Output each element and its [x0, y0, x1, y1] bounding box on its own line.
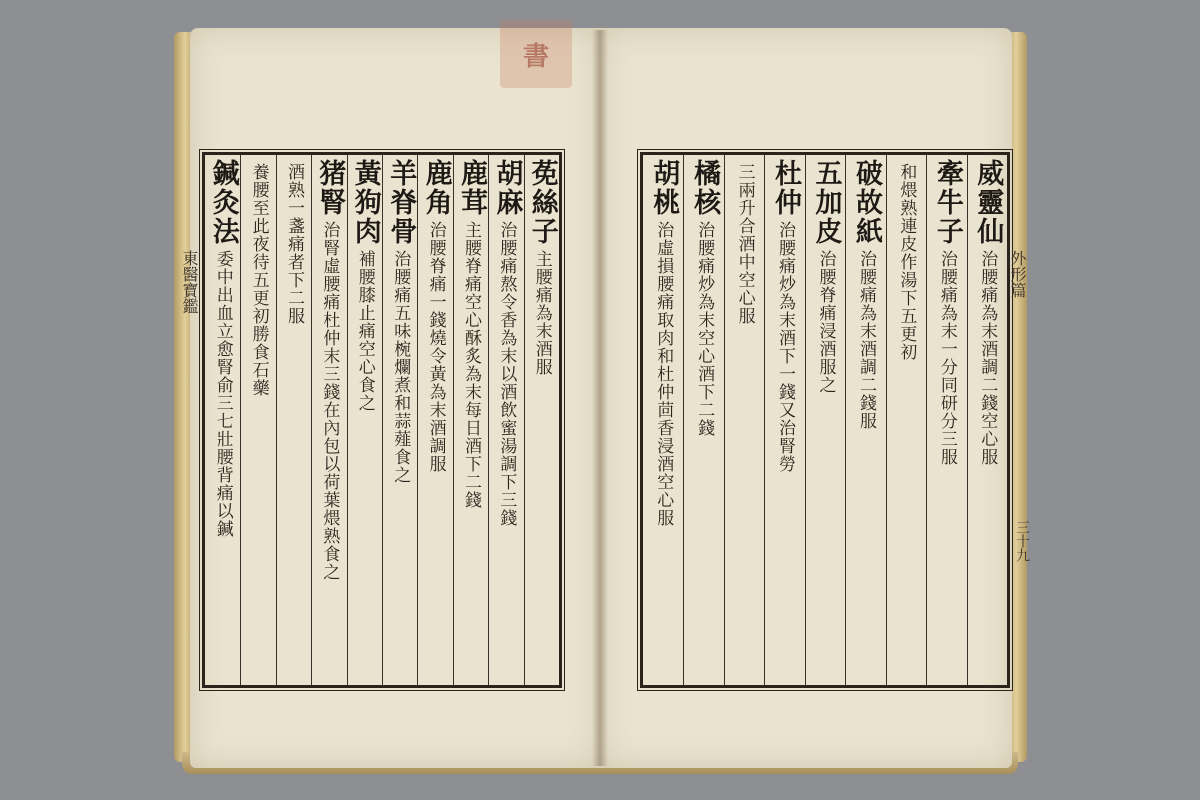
entry-text: 治虛損腰痛取肉和杜仲茴香浸酒空心服 [653, 221, 674, 527]
text-column [453, 155, 488, 685]
entry-heading: 威靈仙 [972, 159, 1004, 246]
stamp-text: 書 [522, 41, 549, 72]
entry-text: 治腰痛熬令香為末以酒飲蜜湯調下三錢 [496, 221, 517, 527]
text-column [724, 155, 764, 685]
book-gutter [592, 30, 608, 766]
fold-mark-left: 東醫寶鑑 [180, 250, 199, 314]
entry-heading: 猪腎 [314, 159, 346, 217]
entry-text: 治腰痛炒為末空心酒下二錢 [694, 221, 715, 437]
right-text-frame [640, 152, 1010, 688]
entry-heading: 鍼灸法 [207, 159, 239, 246]
entry-text: 治腎虛腰痛杜仲末三錢在內包以荷葉煨熟食之 [319, 221, 340, 581]
text-column [764, 155, 804, 685]
text-column [967, 155, 1007, 685]
left-text-frame [202, 152, 562, 688]
entry-text: 治腰痛炒為末酒下一錢又治腎勞 [775, 221, 796, 473]
text-column [643, 155, 683, 685]
entry-text: 養腰至此夜待五更初勝食石藥 [248, 163, 269, 397]
fold-mark-right: 外形篇 [1008, 250, 1027, 298]
entry-text: 酒熟一盞痛者下二服 [283, 163, 304, 325]
text-column [683, 155, 723, 685]
entry-text: 委中出血立愈腎俞三七壯腰背痛以鍼 [212, 250, 233, 538]
text-column [311, 155, 346, 685]
entry-text: 治腰痛為末一分同研分三服 [936, 250, 957, 466]
text-column [347, 155, 382, 685]
entry-heading: 杜仲 [770, 159, 802, 217]
entry-heading: 破故紙 [850, 159, 882, 246]
entry-text: 治腰脊痛一錢燒令黃為末酒調服 [425, 221, 446, 473]
text-column [845, 155, 885, 685]
text-column [886, 155, 926, 685]
entry-text: 治腰痛為末酒調二錢服 [855, 250, 876, 430]
text-column [276, 155, 311, 685]
page-number: 三十九 [1014, 520, 1030, 562]
text-column [205, 155, 240, 685]
entry-heading: 黃狗肉 [349, 159, 381, 246]
text-column [240, 155, 275, 685]
text-column [524, 155, 559, 685]
entry-heading: 鹿茸 [455, 159, 487, 217]
entry-heading: 莬絲子 [526, 159, 558, 246]
text-column [488, 155, 523, 685]
entry-text: 主腰痛為末酒服 [531, 250, 552, 376]
entry-heading: 五加皮 [810, 159, 842, 246]
entry-text: 補腰膝止痛空心食之 [354, 250, 375, 412]
text-column [417, 155, 452, 685]
text-column [382, 155, 417, 685]
entry-text: 治腰痛五味椀爛煮和蒜薤食之 [390, 250, 411, 484]
entry-text: 主腰脊痛空心酥炙為末每日酒下二錢 [460, 221, 481, 509]
entry-text: 治腰痛為末酒調二錢空心服 [977, 250, 998, 466]
library-stamp [500, 20, 572, 88]
entry-text: 三兩升合酒中空心服 [734, 163, 755, 325]
entry-heading: 鹿角 [420, 159, 452, 217]
entry-heading: 橘核 [689, 159, 721, 217]
entry-text: 治腰脊痛浸酒服之 [815, 250, 836, 394]
entry-heading: 牽牛子 [931, 159, 963, 246]
entry-heading: 羊脊骨 [385, 159, 417, 246]
text-column [805, 155, 845, 685]
entry-heading: 胡麻 [491, 159, 523, 217]
entry-heading: 胡桃 [648, 159, 680, 217]
text-column [926, 155, 966, 685]
entry-text: 和煨熟連皮作湯下五更初 [896, 163, 917, 361]
